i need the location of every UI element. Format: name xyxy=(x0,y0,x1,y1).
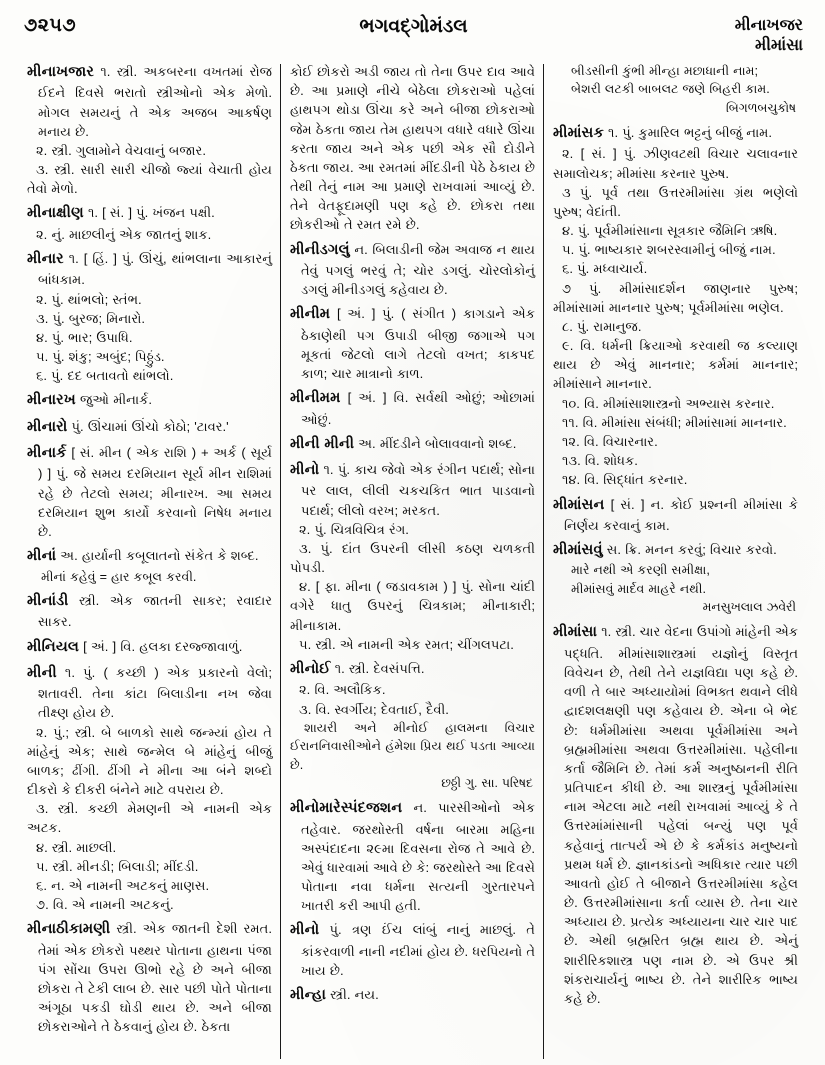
dictionary-entry xyxy=(27,663,272,914)
headword-line: મીનાં અ. હાર્યાની કબૂલાતનો સંકેત કે શબ્દ. xyxy=(27,548,259,565)
block-spacer xyxy=(27,1038,272,1042)
dictionary-entry xyxy=(27,62,272,198)
sense-line: ૫. પું. શંકુ; અબુંદ; પિઠ્ઠુંડ. xyxy=(36,349,165,365)
sense-line: ૧૩. વિ. શોધક. xyxy=(562,453,638,469)
headword: મીનોઈ xyxy=(290,661,331,677)
guide-words xyxy=(653,16,803,55)
sense-line: ૩. સ્ત્રી. કચ્છી મેમણની એ નામની એક અટક. xyxy=(27,801,272,836)
sense-line: ૮. પું. રામાનુજ. xyxy=(562,318,642,334)
headword: મીનીડગલું xyxy=(290,241,350,258)
headword: મીની xyxy=(27,664,57,681)
headword-line: મીનાક્ષીણ ૧. [ સં. ] પું. ખંજન પક્ષી. xyxy=(27,205,215,222)
usage-example: મીનાં કહેવું = હાર કબૂલ કરવી. xyxy=(41,569,197,584)
dictionary-entry xyxy=(290,798,535,915)
sense-line: ૬. પું. મધ્વાચાર્ય. xyxy=(562,261,648,277)
headword: મીનારો xyxy=(27,418,68,435)
headword: મીની મીની xyxy=(290,435,355,452)
verse-lines xyxy=(553,561,798,598)
sense-line: ૪. સ્ત્રી. માછલી. xyxy=(36,839,117,855)
headword-line: મીન્હા સ્ત્રી. નય. xyxy=(290,987,379,1004)
block-spacer xyxy=(553,1009,798,1013)
headword: મીમાંસન xyxy=(553,496,605,513)
sense-line: ૪. [ ફા. મીના ( જડાવકામ ) ] પું. સોના ચાંદી વગેરે ધાતુ ઉપરનું ચિત્રકામ; મીનાકારી; મીનાકામ. xyxy=(290,579,535,633)
headword: મીનાં xyxy=(27,548,57,565)
headword: મીનાખજાર xyxy=(27,64,95,80)
sense-line: ૭ પું. મીમાંસાદર્શન જાણનાર પુરુષ; મીમાંસામાં માનનાર પુરુષ; પૂર્વમીમાંસા ભણેલ. xyxy=(553,280,798,315)
verse-line: મીમાંસવું માર્દવ માહરે નથી. xyxy=(571,581,706,596)
headword-line: મીનો પું. ત્રણ ઈંચ લાંબું નાનું માછલું. તે કાંકરવાળી નાની નદીમાં હોય છે. ધરપિયનો તે ખાય છે. xyxy=(290,922,535,978)
dictionary-entry xyxy=(27,591,272,632)
sense-line: ૩. વિ. સ્વર્ગીય; દેવતાઈ, દૈવી. xyxy=(299,701,449,717)
folio-number: ૭૨૫૭ xyxy=(24,15,77,36)
sense-line: ૨. વિ. અલૌકિક. xyxy=(299,682,386,698)
headword: મીનાર xyxy=(27,250,64,267)
sense-line: ૬. ન. એ નામની અટકનું માણસ. xyxy=(36,878,210,893)
headword-line: મીનાર ૧. [ હિં. ] પું. ઊંચું, થાંભલાના આકારનું બાંધકામ. xyxy=(27,250,272,288)
dictionary-entry xyxy=(553,622,798,1008)
dictionary-entry xyxy=(553,123,798,489)
verse-lines xyxy=(553,62,798,99)
headword-line: મીનાખજાર ૧. સ્ત્રી. અકબરના વખતમાં રોજ ઈદને દિવસે ભરાતો સ્ત્રીઓનો એક મેળો. મોગલ સમયનું તે એક અજબ આકર્ષણ મનાય છે. xyxy=(27,64,272,139)
guide-word-last: મીમાંસા xyxy=(755,36,803,54)
headword-line: મીનોઈ ૧. સ્ત્રી. દેવસંપત્તિ. xyxy=(290,661,425,677)
verse-citation xyxy=(553,62,798,117)
dictionary-entry xyxy=(27,203,272,244)
block-spacer xyxy=(290,1008,535,1012)
headword-line: મીમાંસા ૧. સ્ત્રી. ચાર વેદના ઉપાંગો માંહેની એક પદ્ધતિ. મીમાંસાશાસ્ત્રમાં યજ્ઞોનું વિસ્તૃત વિવેચન છે, તેથી તેને યજ્ઞવિદ્યા પણ કહે છે. વળી તે બાર અધ્યાયોમાં વિભક્ત થવાને લીધે દ્વાદશલક્ષણી પણ કહેવાય છે. એના બે ભેદ છે: ધર્મમીમાંસા અથવા પૂર્વમીમાંસા અને બ્રહ્મમીમાંસા અથવા ઉત્તરમીમાંસા. પહેલીના કર્તા જૈમિનિ છે. તેમાં કર્મ અનુષ્ઠાનની રીતિ પ્રતિપાદન કીધી છે. આ શાસ્ત્રનું પૂર્વમીમાંસા નામ એટલા માટે નથી રાખવામાં આવ્યું કે તે ઉત્તરમાંમાંસાની પહેલાં બન્યું પણ પૂર્વ કહેવાનું તાત્પર્ય એ છે કે કર્મકાંડ મનુષ્યનો પ્રથમ ધર્મ છે. જ્ઞાનકાંડનો અધિકાર ત્યાર પછી આવતો હોઈ તે બીજાને ઉત્તરમીમાંસા કહેલ છે. ઉત્તરમીમાંસાના કર્તા વ્યાસ છે. તેના ચાર અધ્યાય છે. પ્રત્યેક અધ્યાયના ચાર ચાર પાદ છે. એથી બ્રહ્મરિત બ્રહ્મ થાય છે. એનું શારીરિકશાસ્ત્ર પણ નામ છે. એ ઉપર શ્રી શંકરાચાર્યનું ભાષ્ય છે. તેને શારીરિક ભાષ્ય કહે છે. xyxy=(553,624,799,1006)
text-column-1 xyxy=(18,62,281,1062)
sense-line: ૨. પું.; સ્ત્રી. બે બાળકો સાથે જન્મ્યાં હોય તે માંહેનું એક; સાથે જન્મેલ બે માંહેનું બીજું બાળક; ઢીંગી. ઢીંગી ને મીના આ બંને શબ્દો દીકરો કે દીકરી બંનેને માટે વપરાય છે. xyxy=(27,724,272,798)
dictionary-entry xyxy=(27,637,272,658)
verse-line: બીડસીની કુંભી મીન્હા મછાધાની નામ; xyxy=(571,64,759,78)
headword: મીનોમારેસ્પંદજશન xyxy=(290,800,403,817)
headword: મીનીમમ xyxy=(290,390,341,407)
source-attribution: છઠ્ઠી ગુ. સા. પરિષદ xyxy=(441,776,533,791)
headword: મીનીમ xyxy=(290,306,331,323)
dictionary-entry xyxy=(290,920,535,980)
headword-line: મીનો ૧. પું. કાચ જેવો એક રંગીન પદાર્થ; સોના પર લાલ, લીલી ચકચકિત ભાત પાડવાનો પદાર્થ; લીલો વરખ; મરકત. xyxy=(290,462,535,518)
sense-line: ૫. પું. ભાષ્યકાર શબરસ્વામીનું બીજું નામ. xyxy=(562,242,776,258)
guide-word-first: મીનાખજર xyxy=(734,17,803,34)
text-column-2 xyxy=(281,62,544,1062)
sense-line: ૯. વિ. ધર્મની ક્રિયાઓ કરવાથી જ કલ્યાણ થાય છે એવું માનનાર; કર્મમાં માનનાર; મીમાંસાને માનનાર. xyxy=(553,338,798,392)
dictionary-entry xyxy=(27,919,272,1036)
headword-line: મીનિયલ [ અં. ] વિ. હલકા દરજ્જાવાળું. xyxy=(27,638,243,655)
text-column-3 xyxy=(544,62,807,1062)
sense-line: ૨. નું. માછલીનું એક જાતનું શાક. xyxy=(36,226,212,242)
sense-line: ૫. સ્ત્રી. મીનડી; બિલાડી; મીંદડી. xyxy=(36,858,199,874)
dictionary-entry xyxy=(27,443,272,541)
dictionary-entry xyxy=(290,985,535,1006)
dictionary-entry xyxy=(553,495,798,536)
sense-line: ૨. [ સં. ] પું. ઝીણવટથી વિચાર ચલાવનાર સમાલોચક; મીમાંસા કરનાર પુરુષ. xyxy=(553,146,798,181)
dictionary-entry xyxy=(290,304,535,383)
sense-line: ૨. પું. ચિત્રવિચિત્ર રંગ. xyxy=(299,521,409,537)
book-title: ભગવદ્ગોમંડલ xyxy=(359,16,468,37)
continuation-text: કોઈ છોકરો અડી જાય તો તેના ઉપર દાવ આવે છે. આ પ્રમાણે નીચે બેઠેલા છોકરાઓ પહેલાં હાથપગ થોડા ઊંચા કરે અને બીજા છોકરાઓ જેમ ઠેકતા જાય તેમ હાથપગ વધારે વધારે ઊંચા કરતા જાય અને એક પછી એક સૌ દોડીને ઠેકતા જાય. આ રમતમાં મીંદડીની પેઠે ઠેકાય છે તેથી તેનું નામ આ પ્રમાણે રાખવામાં આવ્યું છે. તેને વેતફૂદામણી પણ કહે છે. છોકરા તથા છોકરીઓ તે રમત રમે છે. xyxy=(290,64,535,233)
dictionary-entry xyxy=(27,417,272,438)
source-attribution: મનસુખલાલ ઝવેરી xyxy=(702,600,796,615)
sense-line: ૧૧. વિ. મીમાંસા સંબંધી; મીમાંસામાં માનનાર. xyxy=(562,414,787,430)
headword-line: મીની ૧. પું. ( કચ્છી ) એક પ્રકારનો વેલો; શતાવરી. તેના કાંટા બિલાડીના નખ જેવા તીક્ષ્ણ હોય છે. xyxy=(27,664,272,721)
sense-line: ૧૨. વિ. વિચારનાર. xyxy=(562,434,658,449)
headword: મીનો xyxy=(290,462,320,479)
sense-line: ૫. સ્ત્રી. એ નામની એક રમત; ચીંગલપટા. xyxy=(299,636,514,652)
headword-line: મીનોમારેસ્પંદજશન ન. પારસીઓનો એક તહેવાર. જરથોસ્તી વર્ષના બારમા મહિના અસ્પંદાદના ૨૯મા દિવસના રોજ તે આવે છે. એવું ધારવામાં આવે છે કે: જરથોસ્તે આ દિવસે પોતાના નવા ધર્મના સત્યની ગુરતારપને ખાતરી કરી આપી હતી. xyxy=(290,800,535,914)
dictionary-entry xyxy=(290,460,535,654)
column-1-content xyxy=(27,62,272,1042)
verse-attribution: બિગળબચુકોષ xyxy=(725,100,796,115)
sense-line: ૧૪. વિ. સિદ્ધાંત કરનાર. xyxy=(562,472,688,488)
headword-line: મીનીમમ [ અં. ] વિ. સર્વથી ઓછું; ઓછામાં ઓછું. xyxy=(290,390,535,427)
headword-line: મીનાર્ક [ સં. મીન ( એક રાશિ ) + અર્ક ( સૂર્ય ) ] પું. જે સમય દરમિયાન સૂર્ય મીન રાશિમાં રહે છે તેટલો સમય; મીનારખ. આ સમય દરમિયાન શુભ કાર્યો કરવાનો નિષેધ મનાય છે. xyxy=(27,445,272,539)
dictionary-entry xyxy=(27,249,272,385)
dictionary-entry xyxy=(290,240,535,300)
headword-line: મીનીમ [ અં. ] પું. ( સંગીત ) કાગડાને એક ઠેકાણેથી પગ ઉપાડી બીજી જગાએ પગ મૂકતાં જેટલો લાગે તેટલો વખત; કાકપદ કાળ; ચાર માત્રાનો કાળ. xyxy=(290,306,535,381)
headword: મીમાંસક xyxy=(553,125,604,142)
headword: મીનાક્ષીણ xyxy=(27,205,84,222)
column-container xyxy=(18,62,807,1062)
headword-line: મીમાંસવું સ. ક્રિ. મનન કરવું; વિચાર કરવો. xyxy=(553,542,777,559)
verse-line: બેશરી લટકી બાબલટ જણે બિહરી કામ. xyxy=(571,82,770,97)
dictionary-entry xyxy=(290,434,535,455)
headword-line: મીમાંસન [ સં. ] ન. કોઈ પ્રશ્નની મીમાંસા કે નિર્ણય કરવાનું કામ. xyxy=(553,496,798,533)
sense-line: ૨. પું. થાંભલો; સ્તંભ. xyxy=(36,291,142,307)
sense-line: ૪. પું. પૂર્વમીમાંસાના સૂત્રકાર જૈમિનિ ઋષિ. xyxy=(562,223,778,239)
running-head xyxy=(18,14,807,60)
headword: મીનાઠીકામણી xyxy=(27,921,111,938)
dictionary-entry xyxy=(27,390,272,411)
dictionary-entry xyxy=(290,659,535,792)
dictionary-entry xyxy=(27,546,272,586)
headword-line: મીનારખ જુઓ મીનાર્ક. xyxy=(27,392,153,409)
headword: મીન્હા xyxy=(290,987,327,1004)
entry-continuation xyxy=(290,62,535,235)
sense-line: ૪. પું. ભાર; ઉપાધિ. xyxy=(36,329,133,345)
sense-line: ૩. પું. દાંત ઉપરની લીસી કઠણ ચળકતી પોપડી. xyxy=(290,540,535,576)
sense-line: ૭. વિ. એ નામની અટકનું. xyxy=(36,897,174,913)
dictionary-entry xyxy=(553,540,798,616)
headword-line: મીનારો પું. ઊંચામાં ઊંચો કોઠો; 'ટાવર.' xyxy=(27,418,229,435)
headword-line: મીનાંડી સ્ત્રી. એક જાતની સાકર; રવાદાર સાકર. xyxy=(27,592,272,630)
column-2-content xyxy=(290,62,535,1012)
sense-line: ૧૦. વિ. મીમાંસાશાસ્ત્રનો અભ્યાસ કરનાર. xyxy=(562,395,775,411)
headword: મીનાર્ક xyxy=(27,445,67,462)
headword-line: મીનીડગલું ન. બિલાડીની જેમ અવાજ ન થાય તેવું પગલું ભરવું તે; ચોર ડગલું. ચોરલોકોનું ડગલું મીનીડગલું કહેવાય છે. xyxy=(290,241,535,298)
headword: મીમાંસવું xyxy=(553,542,603,559)
dictionary-entry xyxy=(290,388,535,429)
headword: મીનો xyxy=(290,922,320,939)
sense-line: ૨. સ્ત્રી. ગુલામોને વેચવાનું બજાર. xyxy=(36,142,206,158)
headword: મીનિયલ xyxy=(27,638,80,655)
verse-line: મારે નથી એ કરણી સમીક્ષા, xyxy=(571,563,710,578)
sense-line: ૩. સ્ત્રી. સારી સારી ચીજો જ્યાં વેચાતી હોય તેવો મેળો. xyxy=(27,162,272,197)
headword: મીનારખ xyxy=(27,392,76,409)
headword-line: મીમાંસક ૧. પું. કુમારિલ ભટ્ટનું બીજું નામ. xyxy=(553,125,773,142)
sense-line: ૬. પું. દદ બતાવતો થાંભલો. xyxy=(36,368,174,384)
sense-line: ૩. પું. બુરજ; મિનારો. xyxy=(36,310,146,326)
sense-line: ૩ પું. પૂર્વ તથા ઉત્તરમીમાંસા ગ્રંથ ભણેલો પુરુષ; વેદાંતી. xyxy=(553,184,798,219)
usage-example: શાયરી અને મીનોઈ હાલમના વિચાર ઈરાનનિવાસીઓને હંમેશા પ્રિય થઈ પડતા આવ્યા છે. xyxy=(290,720,535,772)
column-3-content xyxy=(553,62,798,1013)
headword: મીમાંસા xyxy=(553,624,598,641)
headword-line: મીની મીની અ. મીંદડીને બોલાવવાનો શબ્દ. xyxy=(290,435,517,452)
headword-line: મીનાઠીકામણી સ્ત્રી. એક જાતની દેશી રમત. તેમાં એક છોકરો પથ્થર પોતાના હાથના પંજા પંગ સોંચા ઉપરા ઊભો રહે છે અને બીજા છોકરા તે ટેકી લાબ છે. સાર પછી પોતે પોતાના અંગૂઠા પકડી ઘોડી થાય છે. અને બીજા છોકરાઓને તે ઠેકવાનું હોય છે. ઠેકતા xyxy=(27,921,272,1035)
headword: મીનાંડી xyxy=(27,592,69,609)
